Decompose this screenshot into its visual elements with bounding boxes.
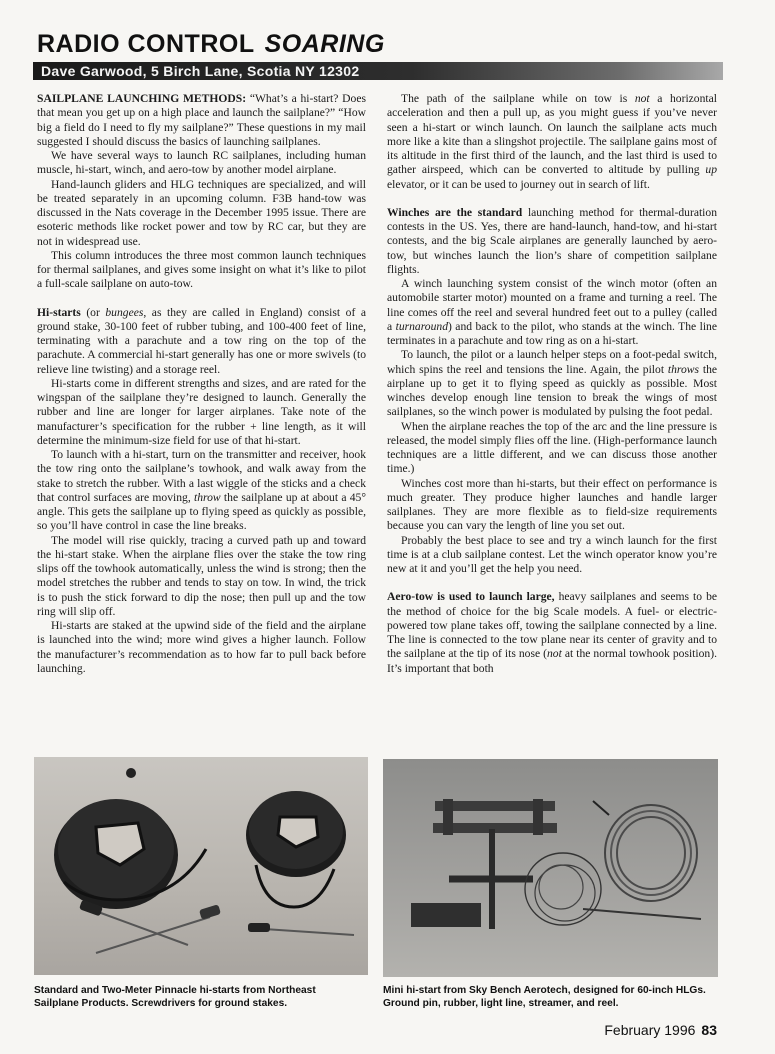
caption-left: Standard and Two-Meter Pinnacle hi-starts from Northeast Sailplane Products. Screwdrivers for ground stakes. xyxy=(34,985,316,1009)
paragraph: Winches cost more than hi-starts, but their effect on performance is much greater. They produce higher launches and handle larger sailplanes. They are more flexible as to field-size requirements because you can vary the length of line you set out. xyxy=(387,476,717,533)
paragraph: A winch launching system consist of the winch motor (often an automobile starter motor) mounted on a frame and turning a reel. The line comes off the reel and several hundred feet out to a pulley (called a turnaround) and back to the pilot, who stands at the winch. The line terminates in a parachute and tow ring as on a hi-start. xyxy=(387,277,717,347)
paragraph: Hi-starts (or bungees, as they are called in England) consist of a ground stake, 30-100 feet of rubber tubing, and 100-400 feet of line, terminating with a parachute and a tow ring on the top of the parachute. A commercial hi-start generally has one or more swivels (to relieve line twisting) and a storage reel. xyxy=(37,305,366,376)
issue-date: February 1996 xyxy=(604,1022,696,1038)
paragraph: Winches are the standard launching method for thermal-duration contests in the US. Yes, there are hand-launch, hand-tow, and hi-start contests, and the big Scale airplanes are generally launched by aero-tow, but winches launch the lion’s share of competition sailplane flights. xyxy=(387,205,717,276)
caption-right: Mini hi-start from Sky Bench Aerotech, designed for 60-inch HLGs. Ground pin, rubber, light line, streamer, and reel. xyxy=(383,985,706,1009)
byline-bar xyxy=(33,62,723,80)
byline: Dave Garwood, 5 Birch Lane, Scotia NY 12302 xyxy=(41,63,360,79)
right-column xyxy=(387,92,717,676)
left-column xyxy=(37,92,366,676)
paragraph: Hi-starts are staked at the upwind side of the field and the airplane is launched into the wind; more wind gives a higher launch. Follow the manufacturer’s recommendation as to how far to pull back before launching. xyxy=(37,619,366,675)
paragraph: When the airplane reaches the top of the arc and the line pressure is released, the model simply flies off the line. (High-performance launch techniques are a little different, and we can discuss those another time.) xyxy=(387,419,717,476)
paragraph: This column introduces the three most common launch techniques for thermal sailplanes, and gives some insight on what it’s like to pilot a full-scale sailplane on auto-tow. xyxy=(37,248,366,291)
paragraph: Hand-launch gliders and HLG techniques are specialized, and will be treated separately in an upcoming column. F3B hand-tow was discussed in the Nats coverage in the December 1995 issue. There are esoteric methods like rocket power and tow by RC car, but they are not in widespread use. xyxy=(37,177,366,248)
paragraph: The path of the sailplane while on tow is not a horizontal acceleration and then a pull up, as you might guess if you’ve never seen a hi-start or winch launch. On launch the sailplane acts much more like a kite than a slingshot projectile. The sailplane gains most of its altitude in the first third of the launch, and the last third is used to gather airspeed, which can be converted to altitude by pulling up elevator, or it can be used to journey out in search of lift. xyxy=(387,92,717,191)
paragraph: To launch, the pilot or a launch helper steps on a foot-pedal switch, which spins the reel and tensions the line. Again, the pilot throws the airplane up to get it to flying speed as quickly as possible. Most winches develop enough line tension to break the wings of most sailplanes, so the winch power is modulated by pulsing the foot pedal. xyxy=(387,348,718,419)
reels-illustration xyxy=(34,757,368,975)
paragraph: SAILPLANE LAUNCHING METHODS: “What’s a hi-start? Does that mean you get up on a high place and launch the sailplane?” “How big a field do I need to fly my sailplane?” These questions in my mail suggested I should discuss the basics of launching sailplanes. xyxy=(37,92,366,148)
photo-hi-start-reels xyxy=(34,757,368,975)
paragraph: Aero-tow is used to launch large, heavy sailplanes and seems to be the method of choice for the big Scale models. A fuel- or electric-powered tow plane takes off, towing the sailplane connected by a line. The line is connected to the tow plane near its center of gravity and to the sailplane at the tip of its nose (not at the normal towhook position). It’s important that both xyxy=(387,590,718,675)
paragraph: We have several ways to launch RC sailplanes, including human muscle, hi-start, winch, and aero-tow by another model airplane. xyxy=(37,149,366,177)
paragraph: Hi-starts come in different strengths and sizes, and are rated for the wingspan of the sailplane they’re designed to launch. Generally the rubber and line are longer for larger airplanes. Take note of the manufacturer’s specification for the rubber + line length, as it will determine the minimum-size field for use of that hi-start. xyxy=(37,376,366,447)
page-footer xyxy=(604,1022,717,1038)
page-number: 83 xyxy=(701,1022,717,1038)
mini-hi-start-illustration xyxy=(383,759,718,977)
paragraph: Probably the best place to see and try a winch launch for the first time is at a club sailplane contest. Let the winch operator know you’re new at it and you’ll get the help you need. xyxy=(387,533,717,575)
paragraph: To launch with a hi-start, turn on the transmitter and receiver, hook the tow ring onto the sailplane’s towhook, and walk away from the stake to stretch the rubber. With a last wiggle of the sticks and a check that control surfaces are moving, throw the sailplane up at about a 45° angle. This gets the sailplane up to flying speed as quickly as possible, so you’ll have control in case the line breaks. xyxy=(37,448,366,533)
title-main: RADIO CONTROL xyxy=(37,30,255,58)
title-italic: SOARING xyxy=(264,30,385,58)
paragraph: The model will rise quickly, tracing a curved path up and toward the hi-start stake. When the airplane flies over the stake the tow ring slips off the towhook automatically, unless the wind is strong; then the model stretches the rubber and tends to stay on tow. In wind, the trick is to push the stick forward to dip the nose; then pull up and the tow ring will slip off. xyxy=(37,533,366,618)
column-title xyxy=(37,30,385,59)
photo-mini-hi-start xyxy=(383,759,718,977)
